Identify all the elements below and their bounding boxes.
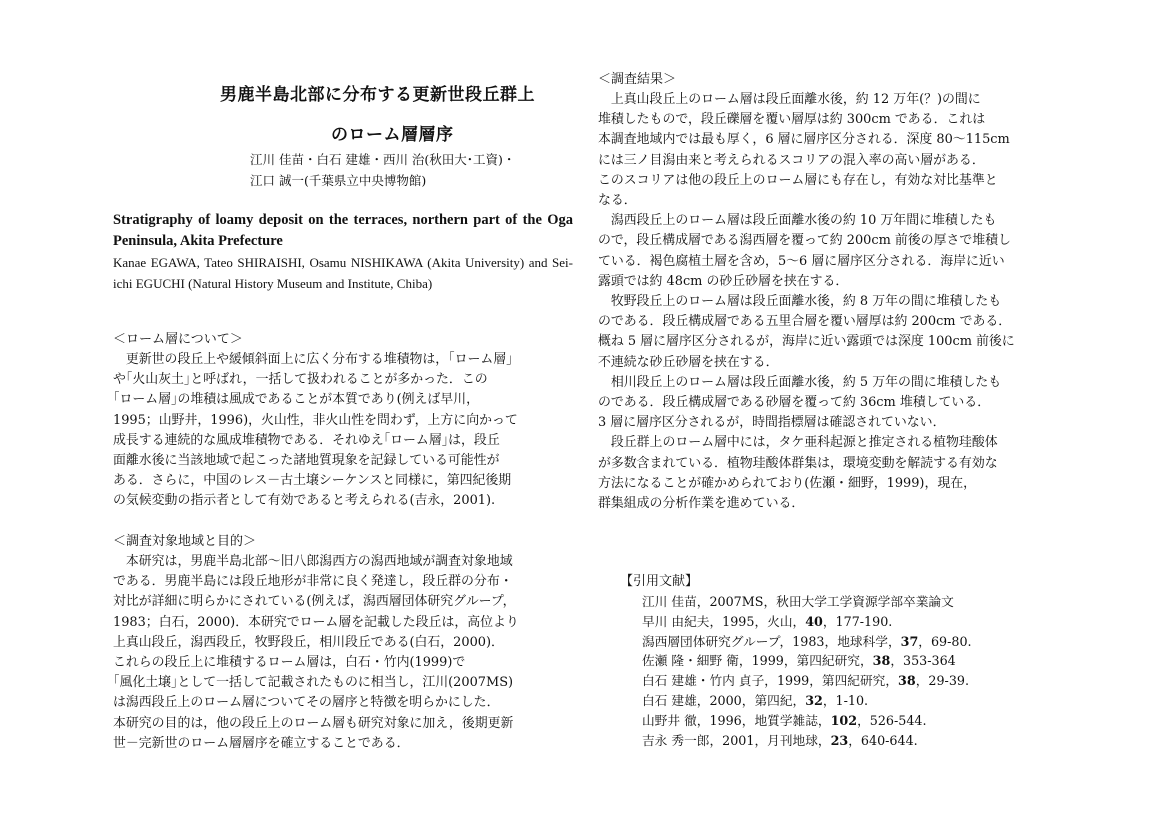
section-text-target-area: 本研究は，男鹿半島北部～旧八郎潟西方の潟西地域が調査対象地域 である．男鹿半島には段丘地形が非常に良く発達し，段丘群の分布・ 対比が詳細に明らかにされている(例えば，潟西層団体研究グループ， 1983；白石，2000)．本研究でローム層を記載した段丘は，高位より 上真山段丘，潟西段丘，牧野段丘，相川段丘である(白石，2000)． これらの段丘上に堆積するローム層は，白石・竹内(1999)で ｢風化土壌｣として一括して記載されたものに相当し，江川(2007MS) は潟西段丘上のローム層についてその層序と特徴を明らかにした． 本研究の目的は，他の段丘上のローム層も研究対象に加え，後期更新 世－完新世のローム層層序を確立することである． [113,554,519,751]
reference-item: 白石 建雄・竹内 貞子，1999，第四紀研究， 38 ，29-39. [642,673,969,689]
reference-item: 江川 佳苗，2007MS，秋田大学工学資源学部卒業論文 [642,594,954,609]
english-authors: Kanae EGAWA, Tateo SHIRAISHI, Osamu NISHIKAWA (Akita University) and Sei-ichi EGUCHI (Natural History Museum and Institute, Chiba) [113,255,573,291]
reference-item: 吉永 秀一郎，2001，月刊地球， 23 ，640-644. [642,732,918,748]
authors-jp-line-1: 江川 佳苗・白石 建雄・西川 治(秋田大･工資)・ [250,152,516,167]
title-line-1: 男鹿半島北部に分布する更新世段丘群上 [220,85,535,105]
reference-item: 山野井 徹，1996，地質学雑誌， 102 ，526-544. [642,712,927,728]
reference-item: 白石 建雄，2000，第四紀， 32 ，1-10. [642,692,869,708]
section-heading-results: ＜調査結果＞ [598,72,677,87]
authors-jp-line-2: 江口 誠一(千葉県立中央博物館) [250,173,427,188]
section-text-loam: 更新世の段丘上や緩傾斜面上に広く分布する堆積物は，｢ローム層｣ や｢火山灰土｣と呼ばれ，一括して扱われることが多かった．この ｢ローム層｣の堆積は風成であることが本質であり(例えば早川， 1995；山野井，1996)，火山性，非火山性を問わず，上方に向かって 成長する連続的な風成堆積物である．それゆえ｢ローム層｣は，段丘 面離水後に当該地域で起こった諸地質現象を記録している可能性が ある．さらに，中国のレス－古土壌シーケンスと同様に，第四紀後期 の気候変動の指示者として有効であると考えられる(吉永，2001). [113,352,518,509]
english-title: Stratigraphy of loamy deposit on the terraces, northern part of the Oga Peninsula, Akita Prefecture [113,212,573,249]
reference-item: 潟西層団体研究グループ，1983，地球科学， 37 ，69-80. [642,633,972,649]
references-heading: 【引用文献】 [620,574,699,589]
title-line-2: のローム層層序 [331,125,454,145]
section-heading-target-area: ＜調査対象地域と目的＞ [113,534,257,549]
section-heading-loam: ＜ローム層について＞ [113,332,243,347]
reference-item: 早川 由紀夫，1995，火山， 40 ，177-190. [642,613,893,629]
references-list [642,592,1062,750]
section-text-results: 上真山段丘上のローム層は段丘面離水後，約 12 万年(？)の間に 堆積したもので，段丘礫層を覆い層厚は約 300cm である．これは 本調査地域内では最も厚く，6 層に層序区分される．深度 80～115cm には三ノ目潟由来と考えられるスコリアの混入率の高い層がある． このスコリアは他の段丘上のローム層にも存在し，有効な対比基準と なる． 潟西段丘上のローム層は段丘面離水後の約 10 万年間に堆積したも ので，段丘構成層である潟西層を覆って約 200cm 前後の厚さで堆積し ている．褐色腐植土層を含め，5～6 層に層序区分される．海岸に近い 露頭では約 48cm の砂丘砂層を挟在する． 牧野段丘上のローム層は段丘面離水後，約 8 万年の間に堆積したも のである．段丘構成層である五里合層を覆い層厚は約 200cm である． 概ね 5 層に層序区分されるが，海岸に近い露頭では深度 100cm 前後に 不連続な砂丘砂層を挟在する． 相川段丘上のローム層は段丘面離水後，約 5 万年の間に堆積したも のである．段丘構成層である砂層を覆って約 36cm 堆積している． 3 層に層序区分されるが，時間指標層は確認されていない． 段丘群上のローム層中には，タケ亜科起源と推定される植物珪酸体 が多数含まれている．植物珪酸体群集は，環境変動を解読する有効な 方法になることが確かめられており(佐瀬・細野，1999)，現在， 群集組成の分析作業を進めている． [598,92,1015,512]
reference-item: 佐瀬 隆・細野 衛，1999，第四紀研究， 38 ，353‐364 [642,653,956,669]
